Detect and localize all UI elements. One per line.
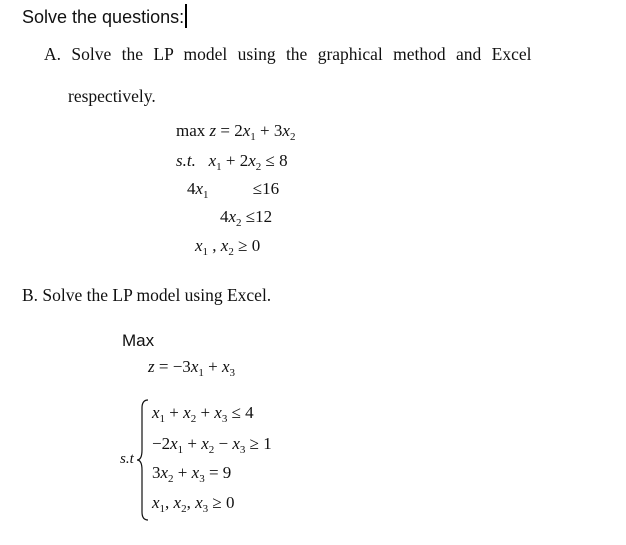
objective-variable: z bbox=[209, 121, 217, 140]
model-b-constraint-2: $-2x_1 + x_2 - x_3 \ge 1$ bbox=[152, 434, 272, 456]
obj-coef-1: 2 bbox=[234, 121, 243, 140]
nonnegativity-rhs: 0 bbox=[251, 236, 261, 255]
constraint-3-coef: 3 bbox=[152, 463, 161, 482]
constraint-2-rhs: 1 bbox=[263, 434, 272, 453]
model-b-max-label: Max bbox=[122, 331, 155, 350]
model-a-nonnegativity: $x_1$ , $x_2 \ge 0$ bbox=[195, 236, 261, 258]
model-a-constraint-2: $4x_1 \le 16$ bbox=[187, 179, 280, 201]
objective-variable: z bbox=[148, 357, 155, 376]
constraint-brace bbox=[136, 398, 150, 522]
model-a-constraint-1: s.t. $x_1 + 2x_2 \le 8$ bbox=[176, 151, 288, 173]
constraint-2-coef: 2 bbox=[161, 434, 171, 453]
model-b-objective: $z = -3x_1 + x_3$ bbox=[148, 357, 235, 379]
constraint-2-coef: 4 bbox=[187, 179, 196, 198]
heading-text: Solve the questions: bbox=[22, 7, 185, 27]
model-b-nonnegativity: $x_1$, $x_2$, $x_3 \ge 0$ bbox=[152, 493, 235, 515]
text-cursor bbox=[185, 4, 187, 28]
constraint-3-rhs: 9 bbox=[222, 463, 232, 482]
part-a-instruction-line2: respectively. bbox=[68, 86, 156, 106]
model-a-objective: $\max z = 2x_1 + 3x_2$ bbox=[176, 121, 296, 143]
obj-coef-2: 3 bbox=[273, 121, 283, 140]
part-a-instruction-line1: A. Solve the LP model using the graphical method and Excel bbox=[44, 44, 532, 64]
part-b-instruction: B. Solve the LP model using Excel. bbox=[22, 285, 272, 305]
constraint-2-rhs: 16 bbox=[262, 179, 280, 198]
constraint-1-rhs: 8 bbox=[279, 151, 288, 170]
page-heading bbox=[22, 4, 187, 28]
nonnegativity-rhs: 0 bbox=[225, 493, 235, 512]
constraint-3-rhs: 12 bbox=[255, 207, 273, 226]
st-label: s.t. bbox=[176, 151, 196, 170]
constraint-3-coef: 4 bbox=[220, 207, 229, 226]
objective-prefix: max bbox=[176, 121, 206, 140]
model-b-constraint-1: $x_1 + x_2 + x_3 \le 4$ bbox=[152, 403, 254, 425]
model-b-constraint-3: $3x_2 + x_3 = 9$ bbox=[152, 463, 232, 485]
st-label: s.t bbox=[120, 451, 134, 467]
model-a-constraint-3: $4x_2 \le 12$ bbox=[220, 207, 273, 229]
constraint-1-rhs: 4 bbox=[245, 403, 254, 422]
